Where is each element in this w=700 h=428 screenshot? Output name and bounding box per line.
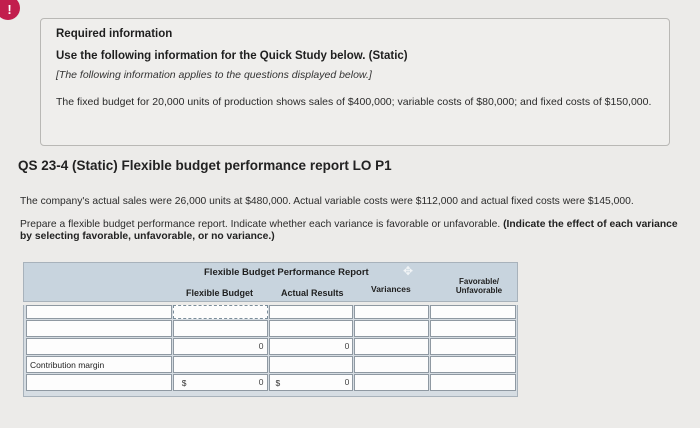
table-row xyxy=(24,374,517,391)
actual-results-value: 0 xyxy=(344,341,350,351)
actual-results-total: 0 xyxy=(344,377,350,387)
instructions-bold: (Indicate the effect of each variance by selecting favorable, unfavorable, or no variance.) xyxy=(20,219,678,242)
dollar-sign: $ xyxy=(181,378,187,388)
instructions-plain: Prepare a flexible budget performance report. Indicate whether each variance is favorable or unfavorable. xyxy=(20,219,504,230)
row-label-input[interactable] xyxy=(26,374,172,391)
flexible-budget-input[interactable] xyxy=(173,338,268,355)
col-flexible-budget: Flexible Budget xyxy=(186,288,254,298)
variance-input[interactable] xyxy=(354,374,429,391)
actual-results-input[interactable] xyxy=(269,305,354,319)
fav-unfav-select[interactable] xyxy=(430,356,516,373)
fav-unfav-select[interactable] xyxy=(430,320,516,337)
report-grid xyxy=(23,305,518,397)
table-row-contribution-margin xyxy=(24,356,517,373)
actual-results-input[interactable] xyxy=(269,338,354,355)
performance-report-table xyxy=(23,262,518,397)
report-title: Flexible Budget Performance Report xyxy=(204,267,369,278)
fav-unfav-select[interactable] xyxy=(430,374,516,391)
flexible-budget-value: 0 xyxy=(258,341,264,351)
flexible-budget-input[interactable] xyxy=(173,374,268,391)
instructions-text xyxy=(20,219,692,243)
contribution-margin-text: Contribution margin xyxy=(30,360,105,370)
required-information-box xyxy=(40,18,670,146)
table-row xyxy=(24,320,517,337)
alert-icon: ! xyxy=(0,0,20,20)
col-variances: Variances xyxy=(371,284,411,294)
actual-results-text: The company's actual sales were 26,000 units at $480,000. Actual variable costs were $112,000 and actual fixed costs were $145,000. xyxy=(20,196,634,207)
row-label-input[interactable] xyxy=(26,338,172,355)
actual-results-input[interactable] xyxy=(269,320,354,337)
fav-unfav-select[interactable] xyxy=(430,338,516,355)
row-label-input[interactable] xyxy=(26,305,172,319)
fixed-budget-text: The fixed budget for 20,000 units of production shows sales of $400,000; variable costs of $80,000; and fixed costs of $150,000. xyxy=(56,96,652,108)
flexible-budget-total: 0 xyxy=(258,377,264,387)
contribution-margin-label xyxy=(26,356,172,373)
dollar-sign: $ xyxy=(275,378,281,388)
fav-unfav-select[interactable] xyxy=(430,305,516,319)
variance-input[interactable] xyxy=(354,320,429,337)
instruction-heading: Use the following information for the Quick Study below. (Static) xyxy=(56,50,408,62)
flexible-budget-input[interactable] xyxy=(173,320,268,337)
report-header xyxy=(23,262,518,302)
variance-input[interactable] xyxy=(354,338,429,355)
flexible-budget-input[interactable] xyxy=(173,356,268,373)
col-favorable-unfavorable: Favorable/ Unfavorable xyxy=(455,277,503,295)
table-row xyxy=(24,305,517,319)
actual-results-input[interactable] xyxy=(269,356,354,373)
flexible-budget-input[interactable] xyxy=(173,305,268,319)
row-label-input[interactable] xyxy=(26,320,172,337)
table-row xyxy=(24,338,517,355)
expand-icon[interactable]: ✥ xyxy=(402,264,414,278)
variance-input[interactable] xyxy=(354,305,429,319)
variance-input[interactable] xyxy=(354,356,429,373)
required-heading: Required information xyxy=(56,28,173,40)
col-actual-results: Actual Results xyxy=(281,288,344,298)
actual-results-input[interactable] xyxy=(269,374,354,391)
question-title: QS 23-4 (Static) Flexible budget performance report LO P1 xyxy=(18,158,392,173)
applies-note: [The following information applies to the questions displayed below.] xyxy=(56,69,372,81)
